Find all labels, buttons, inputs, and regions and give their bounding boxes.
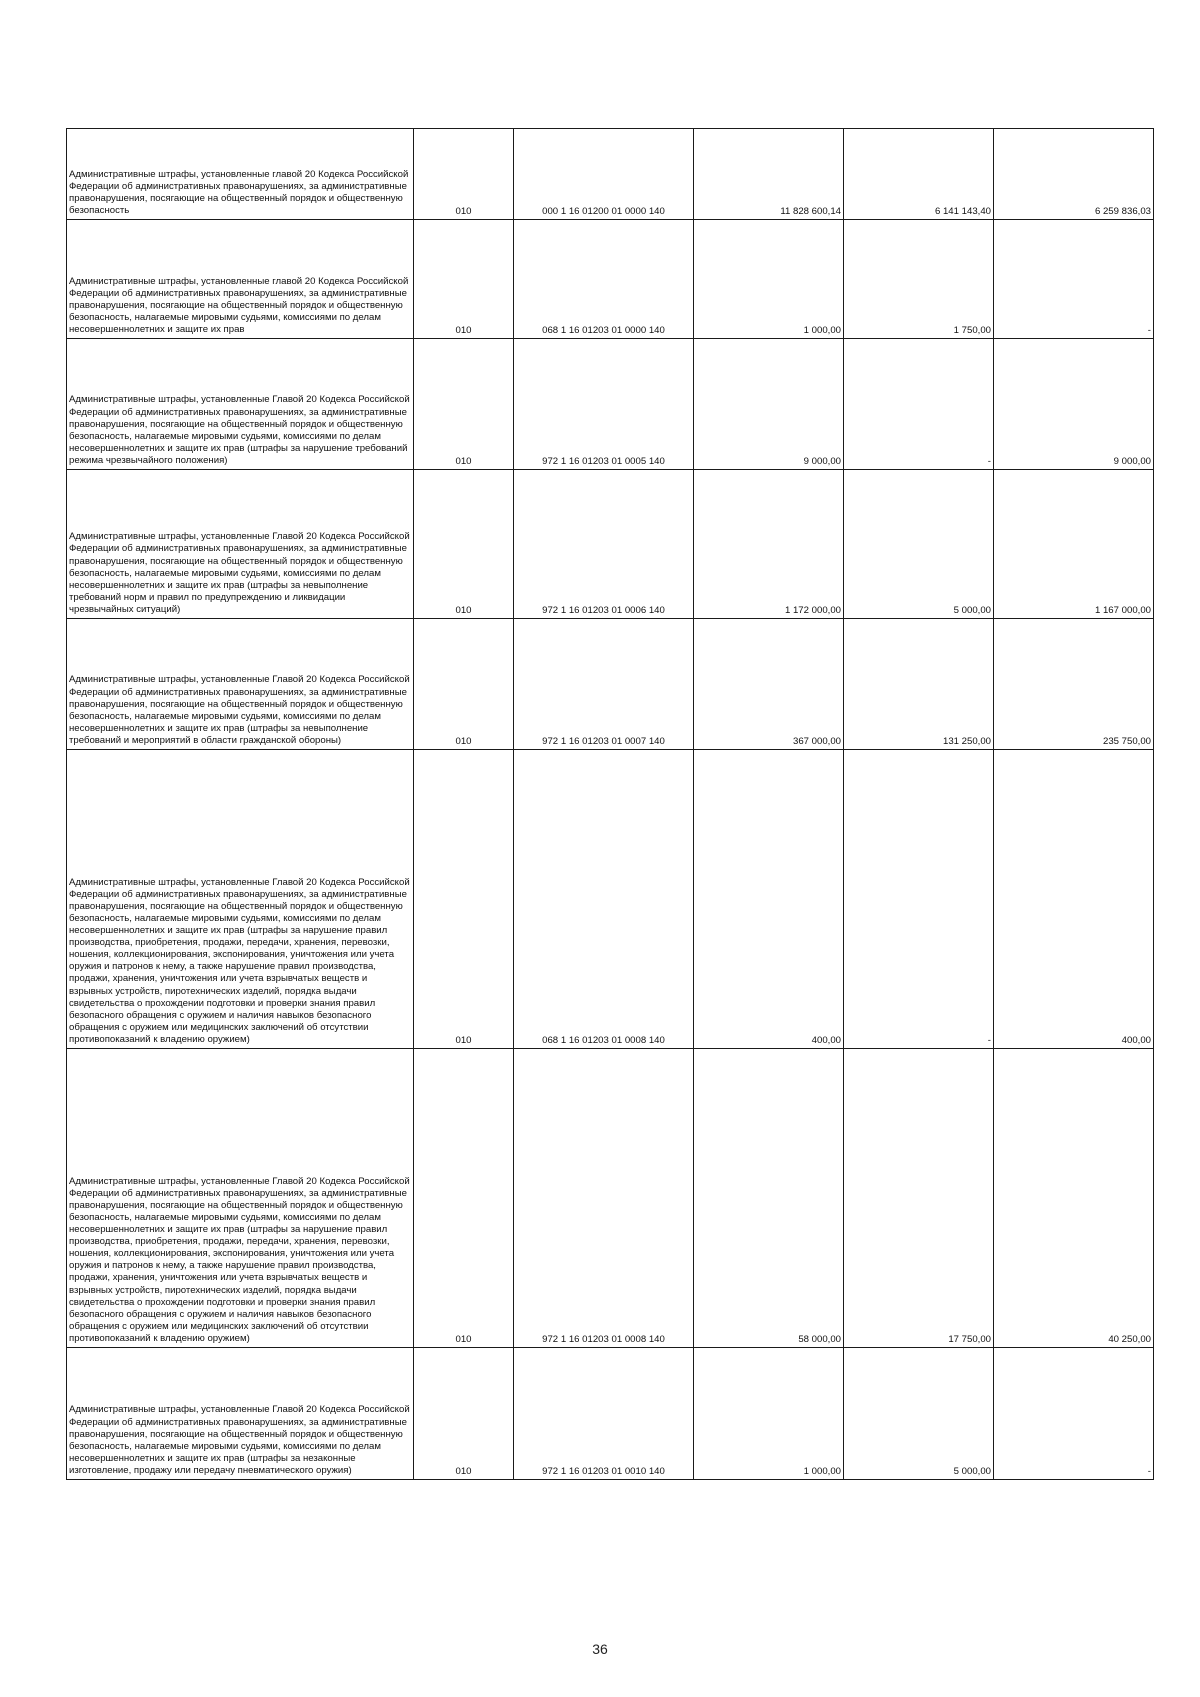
row-value-1: 11 828 600,14 <box>694 129 844 220</box>
row-value-3: 40 250,00 <box>994 1049 1154 1348</box>
row-code: 010 <box>414 1049 514 1348</box>
table-row <box>67 750 1154 1049</box>
row-kbk: 972 1 16 01203 01 0010 140 <box>514 1348 694 1480</box>
row-value-3: 1 167 000,00 <box>994 470 1154 619</box>
row-code: 010 <box>414 1348 514 1480</box>
row-kbk: 972 1 16 01203 01 0006 140 <box>514 470 694 619</box>
row-name-cell <box>67 619 414 750</box>
table-row <box>67 470 1154 619</box>
row-value-3: 235 750,00 <box>994 619 1154 750</box>
table-row <box>67 129 1154 220</box>
row-value-1: 400,00 <box>694 750 844 1049</box>
row-kbk: 972 1 16 01203 01 0007 140 <box>514 619 694 750</box>
row-value-2: - <box>844 750 994 1049</box>
row-name-cell <box>67 129 414 220</box>
row-code: 010 <box>414 339 514 470</box>
row-value-3: 400,00 <box>994 750 1154 1049</box>
table-row <box>67 1348 1154 1480</box>
row-value-1: 58 000,00 <box>694 1049 844 1348</box>
row-code: 010 <box>414 220 514 339</box>
row-kbk: 972 1 16 01203 01 0008 140 <box>514 1049 694 1348</box>
row-value-2: 131 250,00 <box>844 619 994 750</box>
row-name-cell <box>67 470 414 619</box>
row-name-cell <box>67 220 414 339</box>
table-row <box>67 1049 1154 1348</box>
row-value-2: 5 000,00 <box>844 470 994 619</box>
row-kbk: 972 1 16 01203 01 0005 140 <box>514 339 694 470</box>
row-value-2: 17 750,00 <box>844 1049 994 1348</box>
row-name: Административные штрафы, установленные главой 20 Кодекса Российской Федерации об административных правонарушениях, за административные правонарушения, посягающие на общественный порядок и общественную безопасность, налагаемые мировыми судьями, комиссиями по делам несовершеннолетних и защите их прав <box>69 275 409 335</box>
row-value-2: 6 141 143,40 <box>844 129 994 220</box>
table-row <box>67 220 1154 339</box>
row-value-1: 367 000,00 <box>694 619 844 750</box>
row-code: 010 <box>414 619 514 750</box>
row-value-3: 6 259 836,03 <box>994 129 1154 220</box>
row-value-1: 1 172 000,00 <box>694 470 844 619</box>
row-value-3: - <box>994 1348 1154 1480</box>
row-kbk: 068 1 16 01203 01 0008 140 <box>514 750 694 1049</box>
row-value-1: 9 000,00 <box>694 339 844 470</box>
page-number: 36 <box>592 1641 608 1657</box>
row-kbk: 068 1 16 01203 01 0000 140 <box>514 220 694 339</box>
row-code: 010 <box>414 470 514 619</box>
row-value-1: 1 000,00 <box>694 220 844 339</box>
row-value-3: 9 000,00 <box>994 339 1154 470</box>
row-value-2: - <box>844 339 994 470</box>
table-row <box>67 619 1154 750</box>
row-name-cell <box>67 1049 414 1348</box>
row-name: Административные штрафы, установленные Главой 20 Кодекса Российской Федерации об административных правонарушениях, за административные правонарушения, посягающие на общественный порядок и общественную безопасность, налагаемые мировыми судьями, комиссиями по делам несовершеннолетних и защите их прав (штрафы за невыполнение требований и мероприятий в области гражданской обороны) <box>69 674 410 746</box>
row-name: Административные штрафы, установленные Главой 20 Кодекса Российской Федерации об административных правонарушениях, за административные правонарушения, посягающие на общественный порядок и общественную безопасность, налагаемые мировыми судьями, комиссиями по делам несовершеннолетних и защите их прав (штрафы за невыполнение требований норм и правил по предупреждению и ликвидации чрезвычайных ситуаций) <box>69 531 410 615</box>
row-name-cell <box>67 1348 414 1480</box>
revenue-table <box>66 128 1154 1480</box>
row-value-1: 1 000,00 <box>694 1348 844 1480</box>
row-name: Административные штрафы, установленные главой 20 Кодекса Российской Федерации об административных правонарушениях, за административные правонарушения, посягающие на общественный порядок и общественную безопасность <box>69 168 409 216</box>
row-value-2: 1 750,00 <box>844 220 994 339</box>
row-name: Административные штрафы, установленные Главой 20 Кодекса Российской Федерации об административных правонарушениях, за административные правонарушения, посягающие на общественный порядок и общественную безопасность, налагаемые мировыми судьями, комиссиями по делам несовершеннолетних и защите их прав (штрафы за нарушение требований режима чрезвычайного положения) <box>69 394 410 466</box>
row-name: Административные штрафы, установленные Главой 20 Кодекса Российской Федерации об административных правонарушениях, за административные правонарушения, посягающие на общественный порядок и общественную безопасность, налагаемые мировыми судьями, комиссиями по делам несовершеннолетних и защите их прав (штрафы за нарушение правил производства, приобретения, продажи, передачи, хранения, перевозки, ношения, коллекционирования, экспонирования, уничтожения или учета оружия и патронов к нему, а также нарушение правил производства, продажи, хранения, уничтожения или учета взрывчатых веществ и взрывных устройств, пиротехнических изделий, порядка выдачи свидетельства о прохождении подготовки и проверки знания правил безопасного обращения с оружием и наличия навыков безопасного обращения с оружием или медицинских заключений об отсутствии противопоказаний к владению оружием) <box>69 1175 410 1344</box>
row-value-2: 5 000,00 <box>844 1348 994 1480</box>
row-code: 010 <box>414 750 514 1049</box>
table-body <box>67 129 1154 1480</box>
row-name: Административные штрафы, установленные Главой 20 Кодекса Российской Федерации об административных правонарушениях, за административные правонарушения, посягающие на общественный порядок и общественную безопасность, налагаемые мировыми судьями, комиссиями по делам несовершеннолетних и защите их прав (штрафы за нарушение правил производства, приобретения, продажи, передачи, хранения, перевозки, ношения, коллекционирования, экспонирования, уничтожения или учета оружия и патронов к нему, а также нарушение правил производства, продажи, хранения, уничтожения или учета взрывчатых веществ и взрывных устройств, пиротехнических изделий, порядка выдачи свидетельства о прохождении подготовки и проверки знания правил безопасного обращения с оружием и наличия навыков безопасного обращения с оружием или медицинских заключений об отсутствии противопоказаний к владению оружием) <box>69 876 410 1045</box>
row-name-cell <box>67 750 414 1049</box>
row-name: Административные штрафы, установленные Главой 20 Кодекса Российской Федерации об административных правонарушениях, за административные правонарушения, посягающие на общественный порядок и общественную безопасность, налагаемые мировыми судьями, комиссиями по делам несовершеннолетних и защите их прав (штрафы за незаконные изготовление, продажу или передачу пневматического оружия) <box>69 1404 410 1476</box>
table-row <box>67 339 1154 470</box>
row-kbk: 000 1 16 01200 01 0000 140 <box>514 129 694 220</box>
row-value-3: - <box>994 220 1154 339</box>
row-code: 010 <box>414 129 514 220</box>
row-name-cell <box>67 339 414 470</box>
